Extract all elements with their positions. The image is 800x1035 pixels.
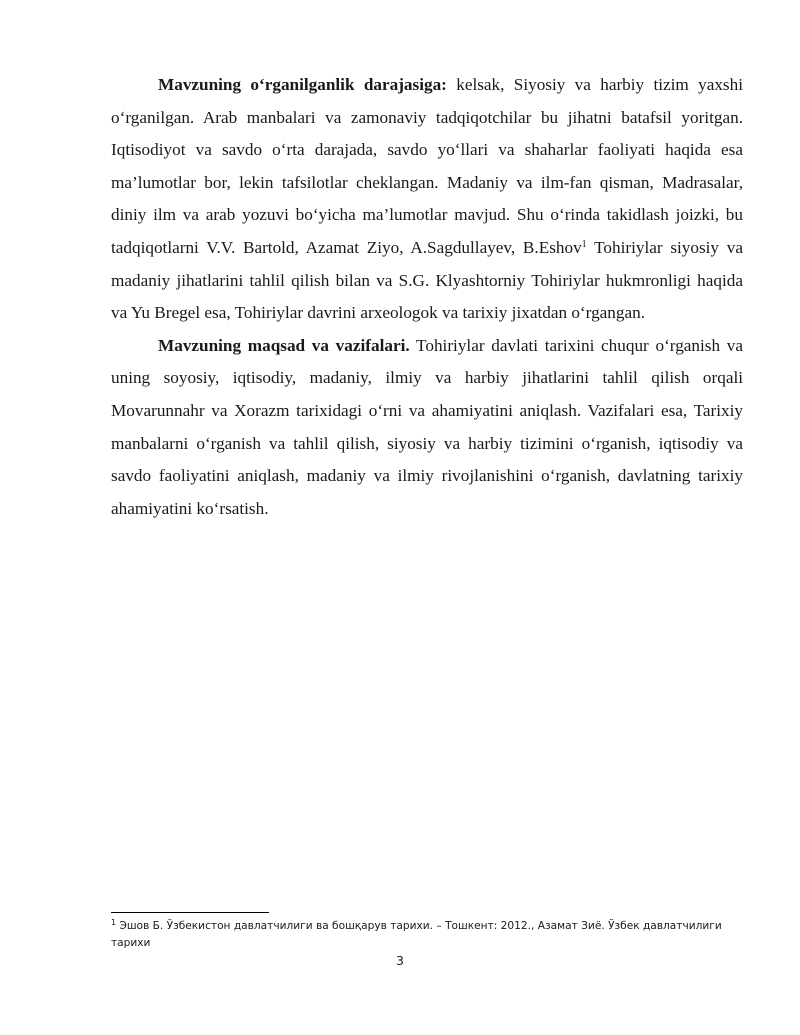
paragraph-goals-and-tasks bbox=[111, 330, 743, 526]
footnote-separator bbox=[111, 912, 269, 913]
paragraph-text: kelsak, Siyosiy va harbiy tizim yaxshi o‘rganilgan. Arab manbalari va zamonaviy tadqiqotchilar bu jihatni batafsil yoritgan. Iqtisodiyot va savdo o‘rta darajada, savdo yo‘llari va shaharlar faoliyati haqida esa ma’lumotlar bor, lekin tafsilotlar cheklangan. Madaniy va ilm-fan qisman, Madrasalar, diniy ilm va arab yozuvi bo‘yicha ma’lumotlar mavjud. Shu o‘rinda takidlash joizki, bu tadqiqotlarni V.V. Bartold, Azamat Ziyo, A.Sagdullayev, B.Eshov bbox=[111, 75, 743, 257]
page-number: 3 bbox=[396, 953, 404, 968]
paragraph-degree-of-study bbox=[111, 69, 743, 330]
body-text bbox=[111, 69, 743, 525]
paragraph-text: Tohiriylar davlati tarixini chuqur o‘rganish va uning soyosiy, iqtisodiy, madaniy, ilmiy va harbiy jihatlarini tahlil qilish orqali Movarunnahr va Xorazm tarixidagi o‘rni va ahamiyatini aniqlash. Vazifalari esa, Tarixiy manbalarni o‘rganish va tahlil qilish, siyosiy va harbiy tizimini o‘rganish, iqtisodiy va savdo faoliyatini aniqlash, madaniy va ilmiy rivojlanishini o‘rganish, davlatning tarixiy ahamiyatini ko‘rsatish. bbox=[111, 335, 744, 518]
footnote-text: Эшов Б. Ўзбекистон давлатчилиги ва бошқарув тарихи. – Тошкент: 2012., Азамат Зиё. Ўзбек давлатчилиги тарихи bbox=[111, 920, 722, 949]
footnote bbox=[111, 918, 726, 952]
footnote-number: 1 bbox=[111, 918, 117, 927]
paragraph-heading: Mavzuning o‘rganilganlik darajasiga: bbox=[158, 75, 447, 94]
paragraph-heading: Mavzuning maqsad va vazifalari. bbox=[158, 335, 410, 355]
paragraph-text: Tohiriylar siyosiy va madaniy jihatlarini tahlil qilish bilan va S.G. Klyashtorniy Tohiriylar hukmronligi haqida va Yu Bregel esa, Tohiriylar davrini arxeologok va tarixiy jixatdan o‘rgangan. bbox=[111, 237, 743, 323]
footnote-reference[interactable]: 1 bbox=[581, 238, 587, 250]
